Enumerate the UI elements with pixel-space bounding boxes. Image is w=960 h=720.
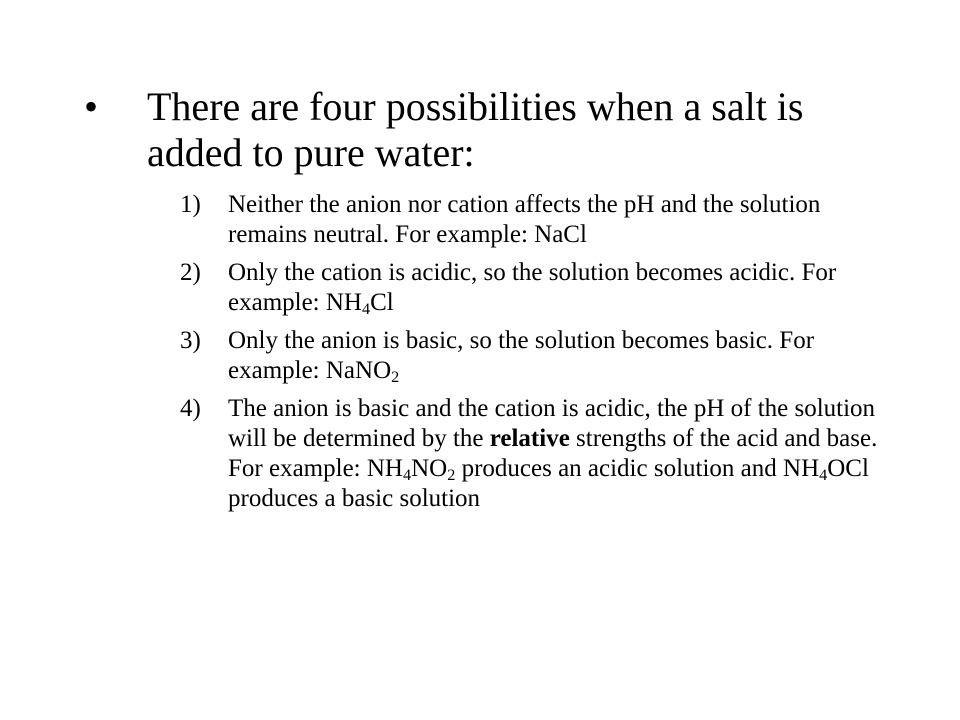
item-text: Neither the anion nor cation affects the pH and the solution remains neutral. For example: NaCl xyxy=(228,191,821,248)
list-item xyxy=(180,190,880,250)
list-item xyxy=(180,258,880,318)
slide-heading: There are four possibilities when a salt is added to pure water: xyxy=(147,84,804,175)
item-text: produces an acidic solution and NH xyxy=(455,455,820,482)
item-text: OCl produces a basic solution xyxy=(228,455,869,512)
subscript: 4 xyxy=(819,466,828,485)
subscript: 2 xyxy=(391,368,400,387)
item-number: 2) xyxy=(180,259,201,286)
subscript: 2 xyxy=(447,466,456,485)
possibilities-list xyxy=(180,190,880,522)
bullet-glyph: • xyxy=(84,84,99,129)
item-number: 1) xyxy=(180,191,201,218)
item-text: Only the anion is basic, so the solution becomes basic. For example: NaNO xyxy=(228,327,815,384)
item-number: 3) xyxy=(180,327,201,354)
subscript: 4 xyxy=(402,466,412,485)
bold-text: relative xyxy=(489,425,570,452)
item-number: 4) xyxy=(180,395,201,422)
item-text: strengths of the acid and base. For example: NH xyxy=(228,425,878,482)
item-text: Only the cation is acidic, so the solution becomes acidic. For example: NH xyxy=(228,259,837,316)
list-item xyxy=(180,326,880,386)
item-text: The anion is basic and the cation is acidic, the pH of the solution will be determined by the xyxy=(228,395,876,452)
item-text: Cl xyxy=(370,289,394,316)
item-text: NO xyxy=(411,455,448,482)
subscript: 4 xyxy=(361,300,371,319)
list-item xyxy=(180,394,880,514)
